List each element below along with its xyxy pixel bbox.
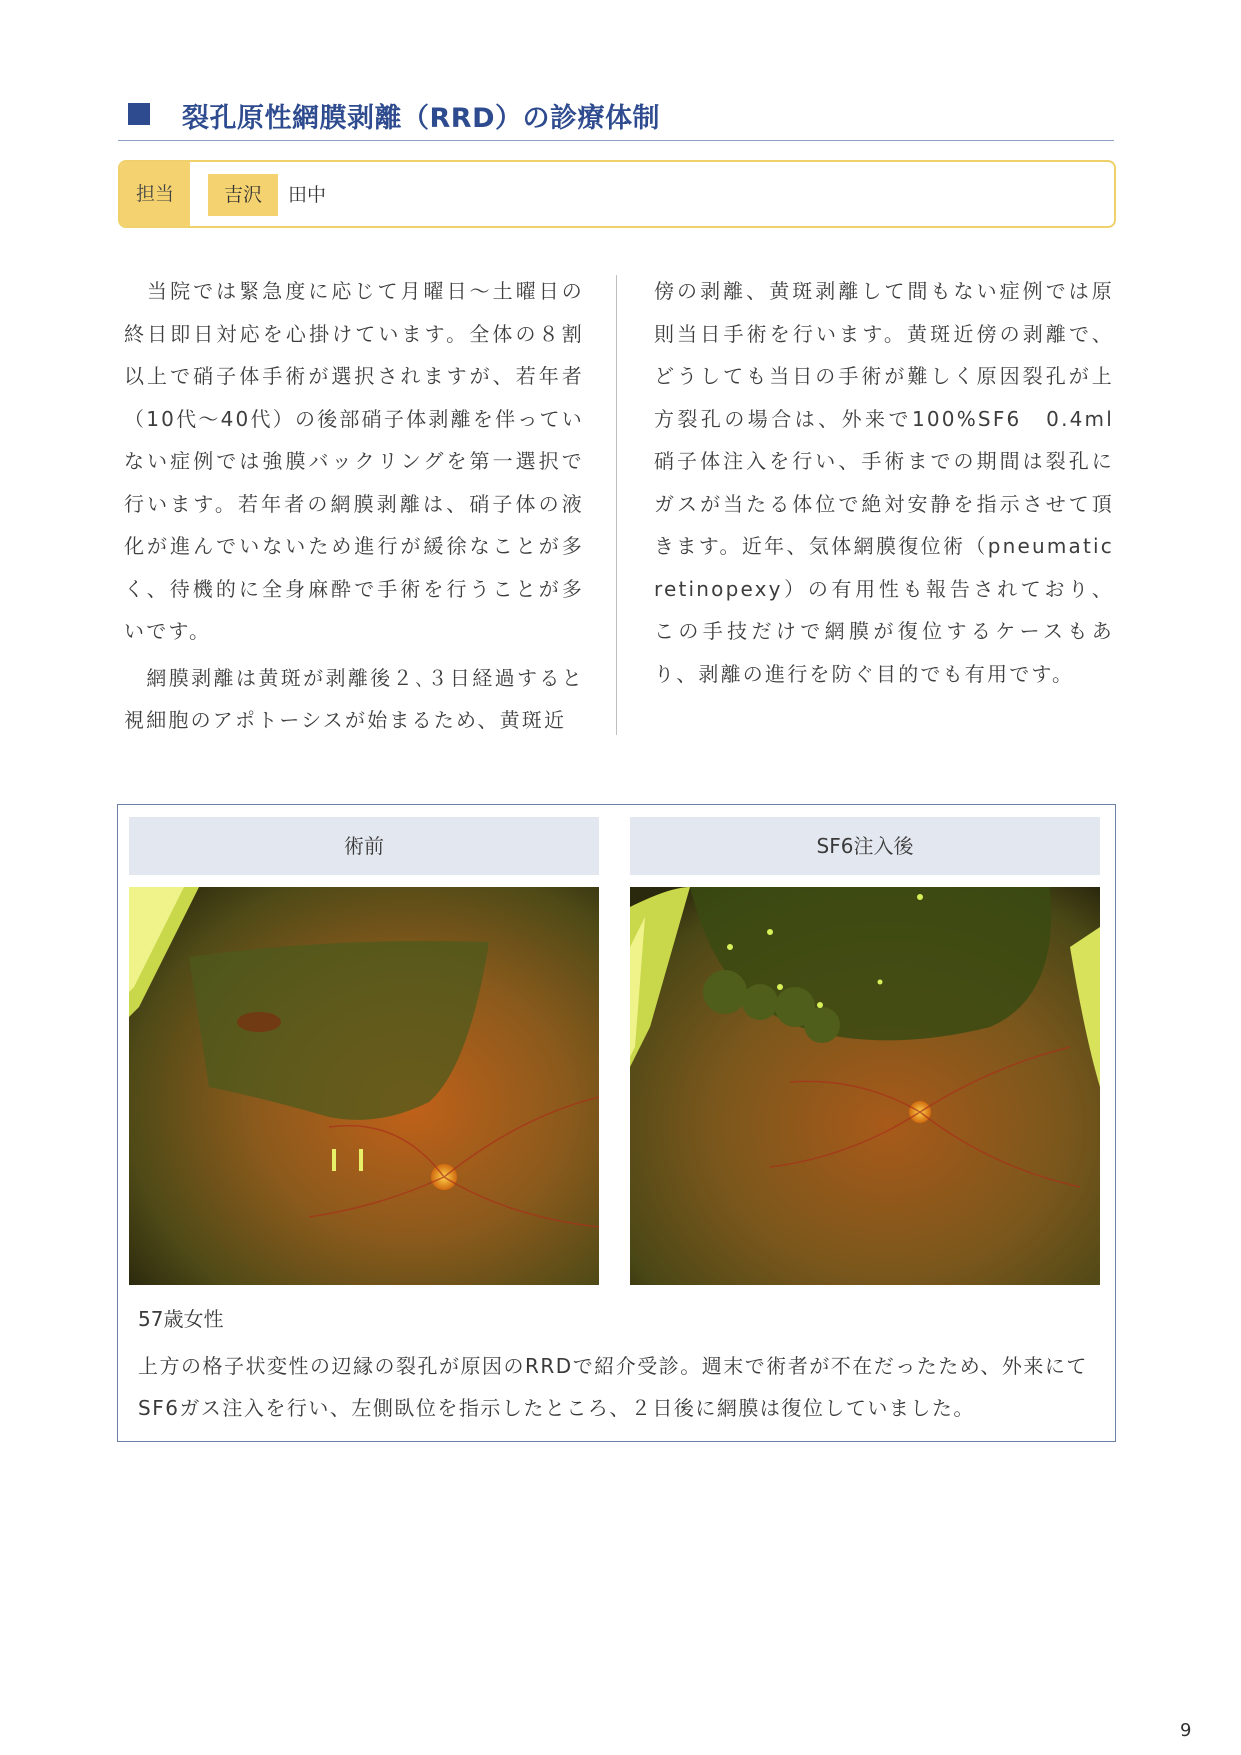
fundus-photo-before: [129, 887, 599, 1285]
page-number: 9: [1180, 1720, 1192, 1741]
fundus-photo-after: [630, 887, 1100, 1285]
body-paragraph: 網膜剥離は黄斑が剥離後２､３日経過すると視細胞のアポトーシスが始まるため、黄斑近: [124, 665, 584, 732]
body-paragraph: 傍の剥離、黄斑剥離して間もない症例では原則当日手術を行います。黄斑近傍の剥離で、どうしても当日の手術が難しく原因裂孔が上方裂孔の場合は、外来で100%SF6 0.4ml硝子体注入を行い、手術までの期間は裂孔にガスが当たる体位で絶対安静を指示させて頂きます。近年、気体網膜復位術（pneumatic retinopexy）の有用性も報告されており、この手技だけで網膜が復位するケースもあり、剥離の進行を防ぐ目的でも有用です。: [654, 279, 1114, 686]
case-description: 上方の格子状変性の辺縁の裂孔が原因のRRDで紹介受診。週末で術者が不在だったため、外来にてSF6ガス注入を行い、左側臥位を指示したところ、２日後に網膜は復位していました。: [138, 1354, 1088, 1420]
body-column-right: [654, 270, 1114, 695]
body-paragraph: 当院では緊急度に応じて月曜日～土曜日の終日即日対応を心掛けています。全体の８割以上で硝子体手術が選択されますが、若年者（10代～40代）の後部硝子体剥離を伴っていない症例では強膜バックリングを第一選択で行います。若年者の網膜剥離は、硝子体の液化が進んでいないため進行が緩徐なことが多く、待機的に全身麻酔で手術を行うことが多いです。: [124, 279, 584, 643]
staff-box: [118, 160, 1116, 228]
figure-box: [117, 804, 1116, 1442]
section-heading: [118, 96, 1114, 141]
section-title: 裂孔原性網膜剥離（RRD）の診療体制: [182, 103, 660, 134]
case-title: 57歳女性: [138, 1307, 224, 1331]
heading-square-icon: [128, 103, 150, 125]
body-column-left: [124, 270, 584, 742]
image-label-before: 術前: [129, 817, 599, 875]
staff-name-highlighted: 吉沢: [208, 174, 278, 216]
staff-label: 担当: [120, 162, 190, 226]
column-divider: [616, 275, 617, 735]
image-label-after: SF6注入後: [630, 817, 1100, 875]
staff-name: 田中: [288, 184, 327, 206]
